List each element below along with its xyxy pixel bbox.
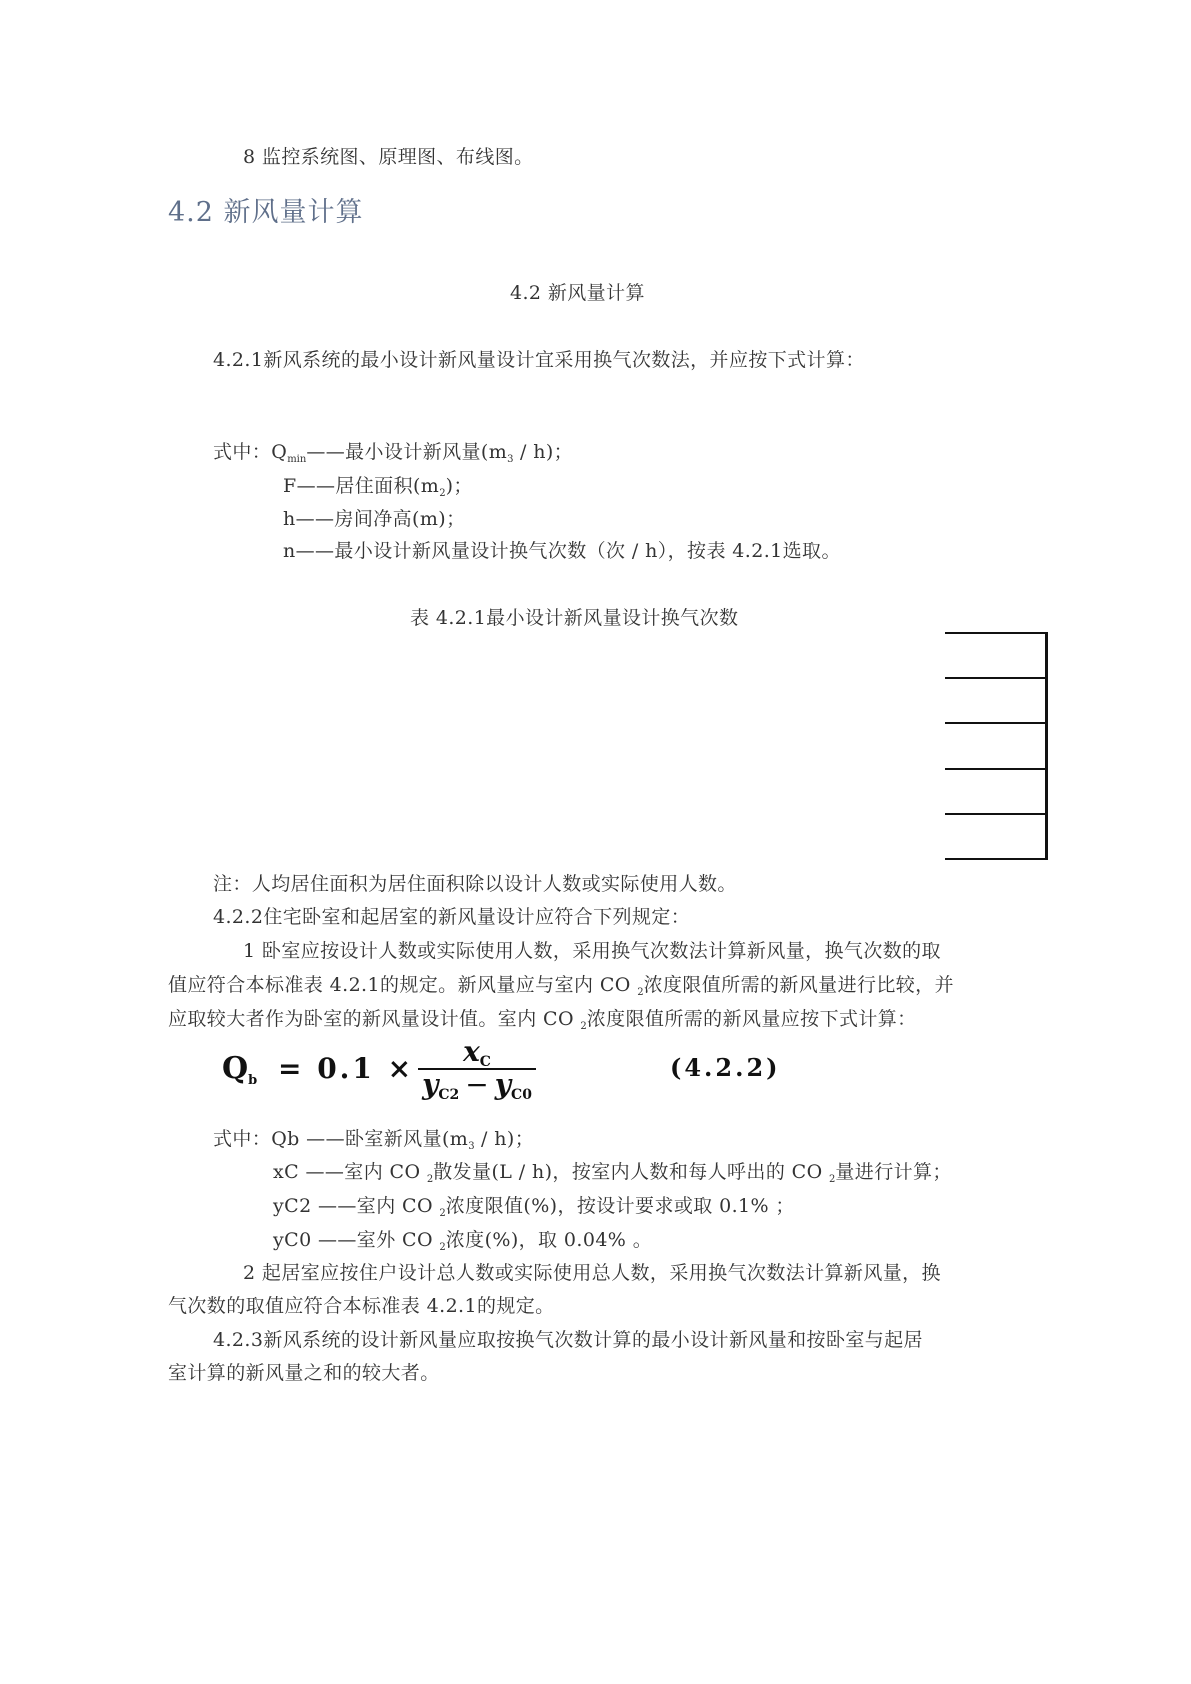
formula-4-2-2 bbox=[222, 1034, 536, 1103]
clause-4-2-3-line-1: 4.2.3新风系统的设计新风量应取按换气次数计算的最小设计新风量和按卧室与起居 bbox=[213, 1329, 923, 1351]
where-qb-suffix: / h)； bbox=[474, 1128, 535, 1150]
section-heading: 4.2 新风量计算 bbox=[168, 197, 364, 228]
table-rule-line bbox=[945, 858, 1047, 860]
where-yc0-text: yC0 ——室外 CO bbox=[273, 1229, 440, 1251]
item-1-line-3 bbox=[168, 1007, 917, 1031]
section-title-centered: 4.2 新风量计算 bbox=[510, 282, 645, 304]
item-1-line-3-suffix: 浓度限值所需的新风量应按下式计算： bbox=[586, 1008, 917, 1030]
clause-4-2-3-line-2: 室计算的新风量之和的较大者。 bbox=[168, 1362, 440, 1384]
formula-numerator-subscript: C bbox=[479, 1053, 491, 1070]
item-2-line-2: 气次数的取值应符合本标准表 4.2.1的规定。 bbox=[168, 1295, 555, 1317]
table-right-border bbox=[1045, 632, 1048, 860]
item-1-line-2 bbox=[168, 973, 954, 997]
item-1-line-1: 1 卧室应按设计人数或实际使用人数，采用换气次数法计算新风量，换气次数的取 bbox=[243, 940, 941, 962]
where-qb-text: 式中：Qb ——卧室新风量(m bbox=[213, 1128, 469, 1150]
formula-numerator bbox=[418, 1034, 536, 1070]
formula-denominator-subscript-1: C2 bbox=[438, 1086, 460, 1103]
where-yc2-text: yC2 ——室内 CO bbox=[273, 1195, 440, 1217]
unit-subscript: 3 bbox=[468, 1141, 475, 1152]
formula-fraction bbox=[418, 1034, 536, 1103]
where-f-text: F——居住面积(m bbox=[283, 475, 440, 497]
where-h-line: h——房间净高(m)； bbox=[283, 508, 466, 530]
formula-denominator-var-1: y bbox=[422, 1067, 439, 1101]
table-rule-line bbox=[945, 768, 1047, 770]
formula-q-subscript: b bbox=[248, 1072, 258, 1088]
where-f-suffix: )； bbox=[445, 475, 473, 497]
formula-coefficient: = 0.1 × bbox=[265, 1051, 415, 1085]
formula-numerator-var: x bbox=[463, 1034, 480, 1068]
table-note: 注：人均居住面积为居住面积除以设计人数或实际使用人数。 bbox=[213, 873, 737, 895]
unit-subscript: 3 bbox=[507, 454, 514, 465]
equation-number: (4.2.2) bbox=[670, 1053, 781, 1082]
where-yc0-suffix: 浓度(%)，取 0.04% 。 bbox=[445, 1229, 653, 1251]
where-qb-line bbox=[213, 1127, 534, 1151]
formula-lhs bbox=[222, 1051, 257, 1086]
where-yc2-suffix: 浓度限值(%)，按设计要求或取 0.1% ； bbox=[445, 1195, 795, 1217]
where-qmin-prefix: 式中：Q bbox=[213, 441, 288, 463]
table-rule-line bbox=[945, 677, 1047, 679]
formula-denominator-subscript-2: C0 bbox=[511, 1086, 532, 1103]
list-item-8: 8 监控系统图、原理图、布线图。 bbox=[243, 146, 534, 168]
clause-4-2-2: 4.2.2住宅卧室和起居室的新风量设计应符合下列规定： bbox=[213, 906, 691, 928]
item-1-line-2-suffix: 浓度限值所需的新风量进行比较，并 bbox=[643, 974, 954, 996]
where-xc-text: xC ——室内 CO bbox=[273, 1161, 427, 1183]
item-1-line-3-text: 应取较大者作为卧室的新风量设计值。室内 CO bbox=[168, 1008, 581, 1030]
table-rule-line bbox=[945, 632, 1047, 634]
qmin-subscript: min bbox=[287, 454, 307, 465]
table-rule-line bbox=[945, 722, 1047, 724]
formula-q: Q bbox=[222, 1050, 249, 1086]
where-xc-line bbox=[273, 1160, 952, 1184]
where-xc-suffix: 量进行计算； bbox=[835, 1161, 952, 1183]
where-qmin-text: ——最小设计新风量(m bbox=[306, 441, 508, 463]
co2-subscript: 2 bbox=[426, 1174, 434, 1185]
table-rule-line bbox=[945, 813, 1047, 815]
co2-subscript: 2 bbox=[637, 987, 644, 998]
co2-subscript: 2 bbox=[829, 1174, 836, 1185]
formula-denominator bbox=[418, 1067, 536, 1103]
where-yc2-line bbox=[273, 1194, 795, 1218]
table-caption: 表 4.2.1最小设计新风量设计换气次数 bbox=[410, 607, 739, 629]
where-xc-mid: 散发量(L / h)，按室内人数和每人呼出的 CO bbox=[433, 1161, 830, 1183]
formula-minus-sign: − bbox=[465, 1067, 489, 1101]
where-f-line bbox=[283, 474, 473, 498]
where-yc0-line bbox=[273, 1228, 652, 1252]
clause-4-2-1: 4.2.1新风系统的最小设计新风量设计宜采用换气次数法，并应按下式计算： bbox=[213, 349, 865, 371]
co2-subscript: 2 bbox=[439, 1208, 446, 1219]
item-2-line-1: 2 起居室应按住户设计总人数或实际使用总人数，采用换气次数法计算新风量，换 bbox=[243, 1262, 941, 1284]
where-n-line: n——最小设计新风量设计换气次数（次 / h），按表 4.2.1选取。 bbox=[283, 540, 841, 562]
where-qmin-suffix: / h)； bbox=[513, 441, 574, 463]
co2-subscript: 2 bbox=[439, 1242, 446, 1253]
formula-denominator-var-2: y bbox=[494, 1067, 512, 1101]
unit-subscript: 2 bbox=[439, 488, 446, 499]
co2-subscript: 2 bbox=[580, 1021, 587, 1032]
item-1-line-2-text: 值应符合本标准表 4.2.1的规定。新风量应与室内 CO bbox=[168, 974, 638, 996]
where-qmin-line bbox=[213, 440, 573, 464]
